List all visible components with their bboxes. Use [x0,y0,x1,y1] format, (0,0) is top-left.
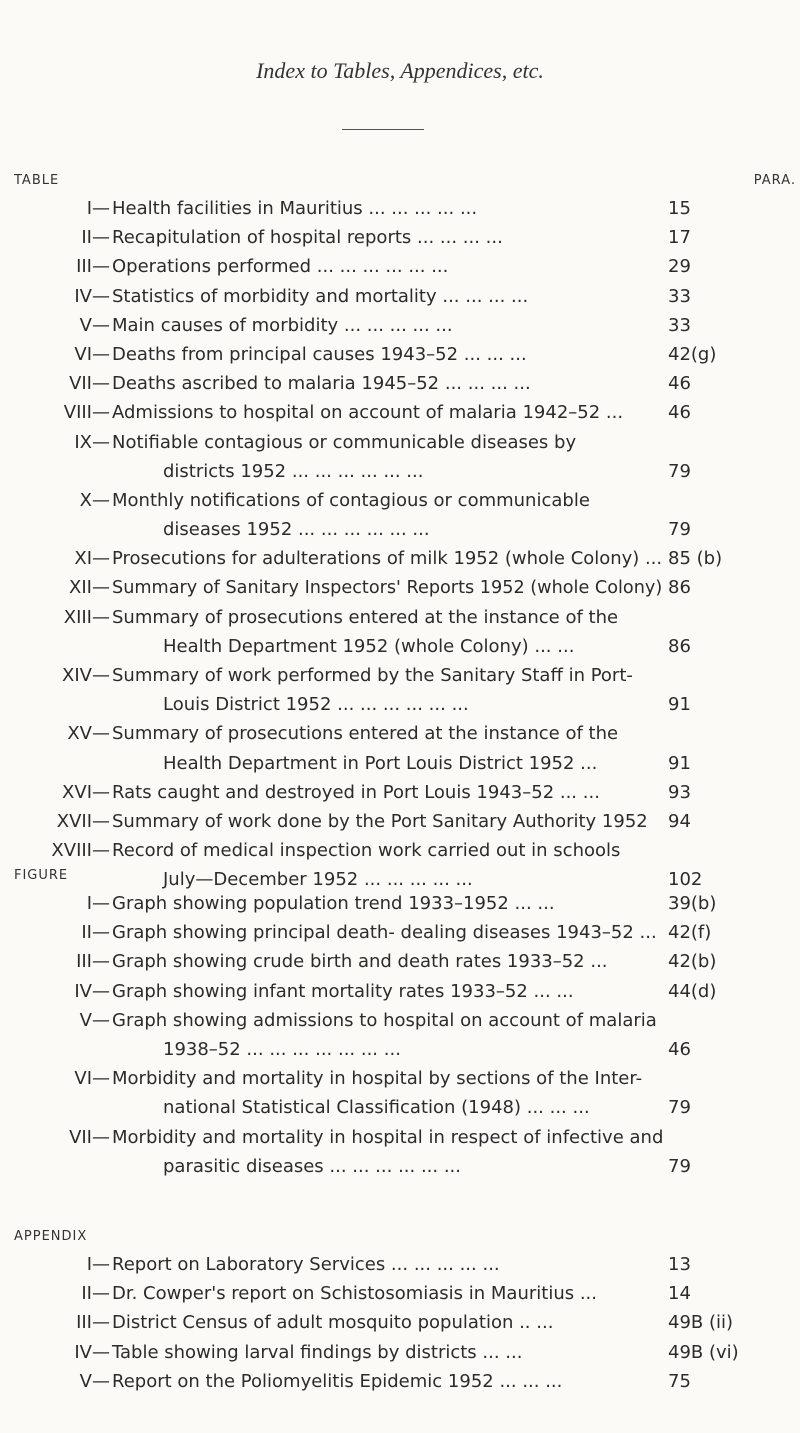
table-title: July—December 1952 ... ... ... ... ... [163,869,473,891]
table-entry [0,311,800,340]
figure-title: Morbidity and mortality in hospital in respect of infective and [112,1126,664,1148]
table-entry-line [0,661,800,690]
table-number: VI— [74,343,110,365]
table-entry-line [0,311,800,340]
appendix-para-ref: 75 [668,1370,691,1392]
table-entry [0,807,800,836]
appendix-entry [0,1338,800,1367]
figure-entry-line [0,1006,800,1035]
table-entry [0,603,800,661]
table-entry-line [0,544,800,573]
figure-entry-line [0,977,800,1006]
figure-entry [0,889,800,918]
table-para-ref: 94 [668,810,691,832]
table-para-ref: 79 [668,519,691,541]
figure-number: VI— [74,1068,110,1090]
figure-entry [0,1006,800,1064]
figure-title: Graph showing admissions to hospital on account of malaria [112,1009,657,1031]
table-number: V— [79,314,110,336]
table-title: Louis District 1952 ... ... ... ... ... ... [163,694,469,716]
figure-entry-line [0,1152,800,1181]
table-entry [0,223,800,252]
table-title: Health facilities in Mauritius ... ... ... ... ... [112,198,478,219]
table-title: Monthly notifications of contagious or communicable [112,489,590,511]
table-entry-line [0,486,800,515]
table-entry [0,194,800,223]
table-title: Summary of prosecutions entered at the instance of the [112,606,619,628]
table-title: Deaths from principal causes 1943–52 ... ... ... [112,343,527,365]
figure-entry-line [0,1035,800,1064]
table-title: Health Department in Port Louis District 1952 ... [163,752,598,774]
appendix-title: District Census of adult mosquito population .. ... [112,1312,554,1334]
appendix-para-ref: 13 [668,1254,691,1275]
table-entry [0,544,800,573]
table-entry [0,282,800,311]
table-title: Summary of work performed by the Sanitary Staff in Port- [112,665,633,686]
appendix-title: Report on the Poliomyelitis Epidemic 1952 ... ... ... [112,1370,563,1392]
appendix-entry-line [0,1338,800,1367]
table-entry [0,428,800,486]
table-title: Summary of work done by the Port Sanitary Authority 1952 [112,810,648,832]
figure-para-ref: 39(b) [668,893,717,914]
figure-entry [0,918,800,947]
figure-para-ref: 79 [668,1155,691,1177]
appendix-entry [0,1308,800,1337]
appendix-entry-line [0,1367,800,1396]
appendix-number: IV— [74,1341,110,1363]
appendices-list [0,1250,800,1396]
table-entry [0,661,800,719]
table-entry-line [0,573,800,602]
table-para-ref: 33 [668,285,691,307]
table-number: III— [76,256,110,278]
figure-para-ref: 46 [668,1038,691,1060]
figure-title: Graph showing crude birth and death rates 1933–52 ... [112,951,608,973]
figure-number: III— [76,951,110,973]
table-title: Deaths ascribed to malaria 1945–52 ... ... ... ... [112,373,531,395]
table-para-ref: 86 [668,577,691,599]
figure-entry-line [0,889,800,918]
table-number: II— [81,227,110,249]
table-title: Statistics of morbidity and mortality ... ... ... ... [112,285,529,307]
table-title: Operations performed ... ... ... ... ... ... [112,256,449,278]
appendix-para-ref: 14 [668,1283,691,1305]
table-para-ref: 15 [668,198,691,219]
table-para-ref: 86 [668,635,691,657]
table-title: diseases 1952 ... ... ... ... ... ... [163,519,430,541]
table-number: XI— [74,548,110,570]
appendix-number: III— [76,1312,110,1334]
table-entry-line [0,632,800,661]
table-entry [0,398,800,427]
figure-para-ref: 44(d) [668,980,717,1002]
table-para-ref: 29 [668,256,691,278]
table-title: Summary of Sanitary Inspectors' Reports 1952 (whole Colony) [112,577,663,599]
appendix-number: V— [79,1370,110,1392]
figure-number: V— [79,1009,110,1031]
figure-title: 1938–52 ... ... ... ... ... ... ... [163,1038,401,1060]
figure-para-ref: 79 [668,1097,691,1119]
table-entry-line [0,369,800,398]
table-entry [0,573,800,602]
appendix-para-ref: 49B (ii) [668,1312,734,1334]
table-entry [0,836,800,894]
table-title: districts 1952 ... ... ... ... ... ... [163,460,424,482]
table-entry-line [0,807,800,836]
figure-entry [0,1123,800,1181]
table-entry [0,486,800,544]
table-title: Notifiable contagious or communicable diseases by [112,431,577,453]
table-entry-line [0,340,800,369]
figure-number: IV— [74,980,110,1002]
table-entry-line [0,778,800,807]
table-entry-line [0,603,800,632]
figure-title: Graph showing principal death- dealing diseases 1943–52 ... [112,922,657,944]
title-divider [342,129,424,130]
table-number: VII— [69,373,110,395]
table-entry-line [0,515,800,544]
table-number: XVI— [62,781,110,803]
figure-title: national Statistical Classification (1948) ... ... ... [163,1097,590,1119]
appendix-title: Dr. Cowper's report on Schistosomiasis in Mauritius ... [112,1283,597,1305]
figure-entry [0,1064,800,1122]
table-title: Health Department 1952 (whole Colony) ... ... [163,635,575,657]
appendix-entry [0,1250,800,1279]
figure-entry-line [0,1093,800,1122]
table-number: XVII— [56,810,110,832]
figure-para-ref: 42(f) [668,922,712,944]
table-entry-line [0,690,800,719]
table-entry-line [0,457,800,486]
table-title: Summary of prosecutions entered at the instance of the [112,723,619,745]
appendix-number: II— [81,1283,110,1305]
figure-number: I— [86,893,110,914]
appendix-entry [0,1367,800,1396]
appendix-entry-line [0,1279,800,1308]
figure-entry [0,977,800,1006]
table-section-heading: TABLE [14,173,60,188]
figure-entry [0,947,800,976]
table-para-ref: 46 [668,373,691,395]
table-entry-line [0,282,800,311]
table-entry-line [0,428,800,457]
table-entry [0,369,800,398]
figure-title: parasitic diseases ... ... ... ... ... ... [163,1155,462,1177]
figure-entry-line [0,1064,800,1093]
table-entry-line [0,719,800,748]
appendix-title: Table showing larval findings by districts ... ... [112,1341,523,1363]
table-title: Main causes of morbidity ... ... ... ... ... [112,314,453,336]
table-title: Prosecutions for adulterations of milk 1952 (whole Colony) ... [112,548,663,570]
para-column-heading: PARA. [753,173,796,188]
table-title: Admissions to hospital on account of malaria 1942–52 ... [112,402,624,424]
table-entry-line [0,836,800,865]
figure-title: Morbidity and mortality in hospital by sections of the Inter- [112,1068,643,1090]
table-para-ref: 93 [668,781,691,803]
table-para-ref: 17 [668,227,691,249]
table-number: XVIII— [51,840,110,862]
table-para-ref: 79 [668,460,691,482]
figure-title: Graph showing infant mortality rates 1933–52 ... ... [112,980,574,1002]
table-entry-line [0,398,800,427]
table-entry [0,340,800,369]
table-entry-line [0,252,800,281]
table-entry [0,778,800,807]
figure-entry-line [0,1123,800,1152]
table-entry-line [0,749,800,778]
figure-para-ref: 42(b) [668,951,717,973]
table-para-ref: 42(g) [668,343,717,365]
table-title: Recapitulation of hospital reports ... ... ... ... [112,227,503,249]
table-number: X— [79,489,110,511]
table-title: Record of medical inspection work carried out in schools [112,840,621,862]
appendix-para-ref: 49B (vi) [668,1341,739,1363]
figure-number: VII— [69,1126,110,1148]
appendix-section-heading: APPENDIX [14,1229,88,1244]
table-number: VIII— [63,402,110,424]
table-para-ref: 46 [668,402,691,424]
table-number: IX— [74,431,110,453]
table-number: IV— [74,285,110,307]
figure-section-heading: FIGURE [14,868,69,883]
table-entry [0,719,800,777]
tables-list [0,194,800,895]
figure-number: II— [81,922,110,944]
appendix-entry [0,1279,800,1308]
table-entry-line [0,223,800,252]
table-entry [0,252,800,281]
page-title: Index to Tables, Appendices, etc. [256,58,544,83]
table-entry-line [0,194,800,223]
figure-entry-line [0,947,800,976]
appendix-number: I— [86,1254,110,1275]
table-para-ref: 85 (b) [668,548,723,570]
table-number: XII— [69,577,110,599]
appendix-entry-line [0,1308,800,1337]
appendix-title: Report on Laboratory Services ... ... ... ... ... [112,1254,500,1275]
table-number: XIV— [62,665,110,686]
table-title: Rats caught and destroyed in Port Louis 1943–52 ... ... [112,781,600,803]
figure-title: Graph showing population trend 1933–1952 ... ... [112,893,555,914]
table-number: XV— [67,723,110,745]
table-para-ref: 33 [668,314,691,336]
table-number: I— [86,198,110,219]
figure-entry-line [0,918,800,947]
table-number: XIII— [63,606,110,628]
table-para-ref: 91 [668,694,691,716]
appendix-entry-line [0,1250,800,1279]
figures-list [0,889,800,1181]
table-para-ref: 102 [668,869,703,891]
table-para-ref: 91 [668,752,691,774]
